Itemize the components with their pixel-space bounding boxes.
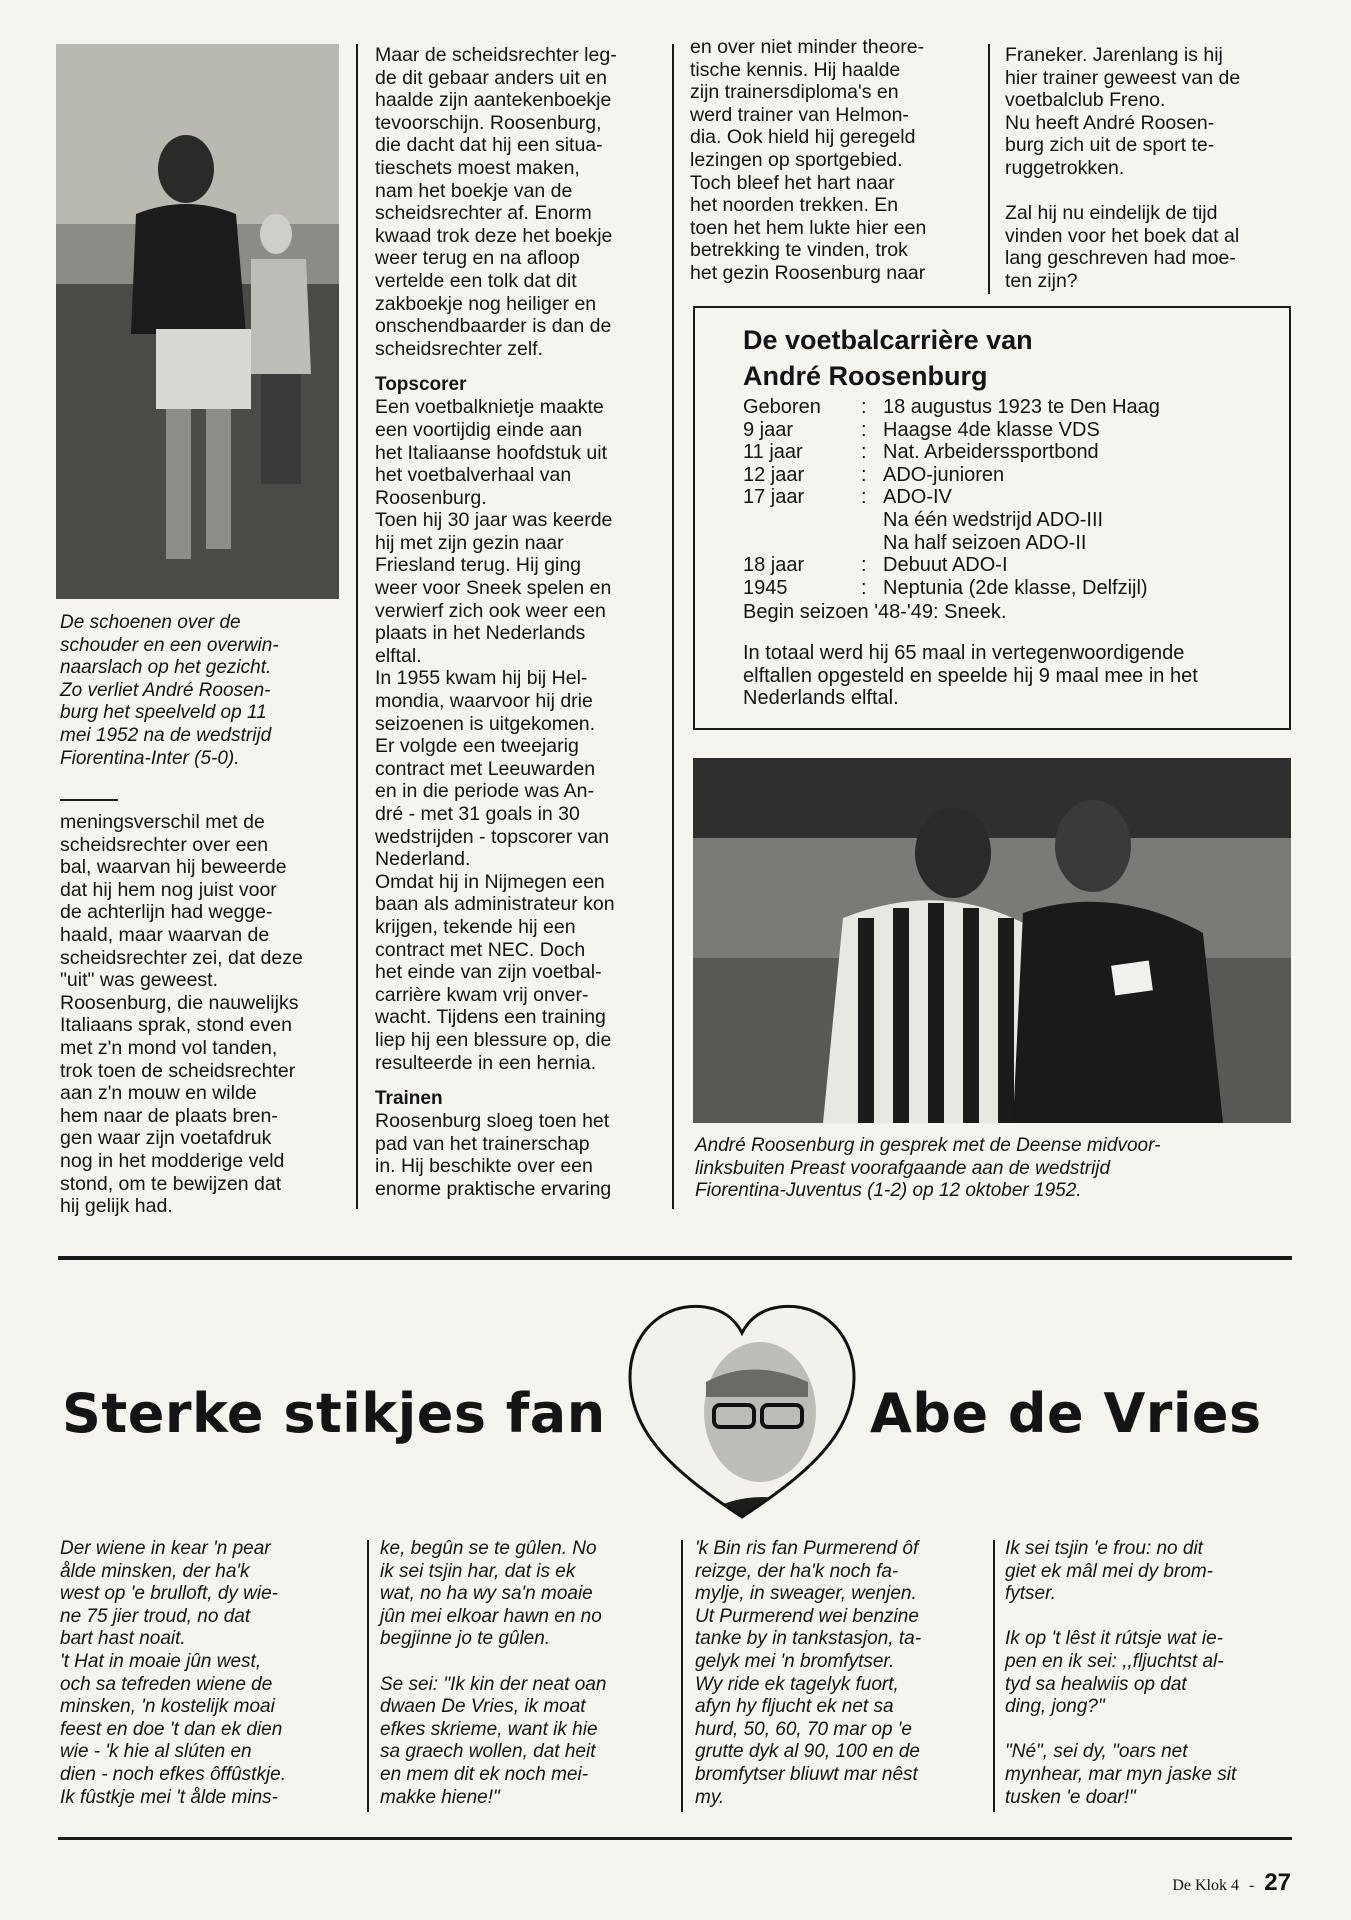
photo-roosenburg-conversation [693, 758, 1291, 1123]
column-divider [367, 1540, 369, 1812]
career-box [693, 306, 1291, 730]
column-divider [988, 44, 990, 294]
column-title-right: Abe de Vries [870, 1382, 1262, 1445]
photo-roosenburg-conversation-illustration [693, 758, 1291, 1123]
column-2-text-c: Roosenburg sloeg toen het pad van het trainerschap in. Hij beschikte over een enorme praktische ervaring [375, 1110, 612, 1200]
career-total-text: In totaal werd hij 65 maal in vertegenwoordigende elftallen opgesteld en speelde hij 9 maal mee in het Nederlands elftal. [743, 642, 1198, 710]
career-row-value: ADO-junioren [883, 463, 1005, 486]
footer [1172, 1869, 1291, 1897]
page-number: 27 [1264, 1869, 1291, 1896]
heading-topscorer: Topscorer [375, 374, 467, 396]
column-divider [681, 1540, 683, 1812]
career-row [743, 419, 1160, 442]
column-title-left: Sterke stikjes fan [62, 1382, 606, 1445]
career-row-separator: : [861, 576, 867, 599]
career-row-label: 18 jaar [743, 554, 805, 577]
career-row-value: Na half seizoen ADO-II [883, 531, 1087, 554]
section-rule-bottom [58, 1837, 1292, 1840]
career-row-label: 12 jaar [743, 463, 805, 486]
career-row-separator [861, 509, 883, 532]
career-row [743, 464, 1160, 487]
footer-magazine-name: De Klok 4 [1172, 1877, 1239, 1894]
career-row-value: Na één wedstrijd ADO-III [883, 508, 1104, 531]
column-2-text-a: Maar de scheidsrechter leg- de dit gebaar anders uit en haalde zijn aantekenboekje tevoorschijn. Roosenburg, die dacht dat hij een situa- tieschets moest maken, nam het boekje van de scheidsrechter af. Enorm kwaad trok deze het boekje weer terug en na afloop vertelde een tolk dat dit zakboekje nog heiliger en onschendbaarder is dan de scheidsrechter zelf. [375, 44, 617, 360]
frisian-column-3: 'k Bin ris fan Purmerend ôf reizge, der ha'k noch fa- mylje, in sweager, wenjen. Ut Purmerend wei benzine tanke by in tankstasjon, ta- gelyk mei 'n bromfytser. Wy ride ek tagelyk fuort, afyn hy fljucht ek net sa hurd, 50, 60, 70 mar op 'e grutte dyk al 90, 100 en de bromfytser bliuwt mar nêst my. [695, 1538, 922, 1808]
career-row-label [743, 509, 861, 532]
career-row [743, 509, 1160, 532]
career-begin-line: Begin seizoen '48-'49: Sneek. [743, 601, 1007, 623]
column-2-text-b: Een voetbalknietje maakte een voortijdig einde aan het Italiaanse hoofdstuk uit het voetbalverhaal van Roosenburg. Toen hij 30 jaar was keerde hij met zijn gezin naar Friesland terug. Hij ging weer voor Sneek spelen en verwierf zich ook weer een plaats in het Nederlands elftal. In 1955 kwam hij bij Hel- mondia, waarvoor hij drie seizoenen is uitgekomen. Er volgde een tweejarig contract met Leeuwarden en in die periode was An- dré - met 31 goals in 30 wedstrijden - topscorer van Nederland. Omdat hij in Nijmegen een baan als administrateur kon krijgen, tekende hij een contract met NEC. Doch het einde van zijn voetbal- carrière kwam vrij onver- wacht. Tijdens een training liep hij een blessure op, die resulteerde in een hernia. [375, 396, 615, 1074]
frisian-column-2: ke, begûn se te gûlen. No ik sei tsjin har, dat is ek wat, no ha wy sa'n moaie jûn mei elkoar hawn en no begjinne jo te gûlen. Se sei: "Ik kin der neat oan dwaen De Vries, ik moat efkes skrieme, want ik hie sa graech wollen, dat heit en mem dit ek noch mei- makke hiene!" [380, 1538, 607, 1808]
career-row-value: Haagse 4de klasse VDS [883, 418, 1100, 441]
career-row-separator: : [861, 441, 867, 464]
column-2 [375, 44, 665, 1201]
career-row-separator: : [861, 418, 867, 441]
career-row [743, 441, 1160, 464]
career-row-value: Debuut ADO-I [883, 554, 1008, 577]
career-row-value: ADO-IV [883, 486, 952, 509]
author-portrait [622, 1287, 862, 1527]
career-row [743, 554, 1160, 577]
career-row-label: 9 jaar [743, 418, 794, 441]
column-1-text: meningsverschil met de scheidsrechter over een bal, waarvan hij beweerde dat hij hem nog juist voor de achterlijn had wegge- haald, maar waarvan de scheidsrechter zei, dat deze "uit" was geweest. Roosenburg, die nauwelijks Italiaans sprak, stond even met z'n mond vol tanden, trok toen de scheidsrechter aan z'n mouw en wilde hem naar de plaats bren- gen waar zijn voetafdruk nog in het modderige veld stond, om te bewijzen dat hij gelijk had. [60, 811, 303, 1218]
column-3-text: en over niet minder theore- tische kennis. Hij haalde zijn trainersdiploma's en werd trainer van Helmon- dia. Ook hield hij geregeld lezingen op sportgebied. Toch bleef het hart naar het noorden trekken. En toen het hem lukte hier een betrekking te vinden, trok het gezin Roosenburg naar [690, 36, 927, 284]
career-row [743, 532, 1160, 555]
career-row-label [743, 532, 861, 555]
career-row [743, 396, 1160, 419]
caption-separator [60, 799, 118, 801]
career-row-separator [861, 532, 883, 555]
column-divider [356, 44, 358, 1209]
footer-dash: - [1248, 1877, 1255, 1894]
career-row-separator: : [861, 486, 867, 509]
column-4-text: Franeker. Jarenlang is hij hier trainer geweest van de voetbalclub Freno. Nu heeft André Roosen- burg zich uit de sport te- ruggetrokken. Zal hij nu eindelijk de tijd vinden voor het boek dat al lang geschreven had moe- ten zijn? [1005, 44, 1241, 292]
heading-trainen: Trainen [375, 1088, 443, 1110]
photo-caption-2: André Roosenburg in gesprek met de Deense midvoor- linksbuiten Preast voorafgaande aan de wedstrijd Fiorentina-Juventus (1-2) op 12 oktober 1952. [695, 1135, 1161, 1202]
career-row-value: Nat. Arbeiderssportbond [883, 441, 1099, 464]
career-row-label: 17 jaar [743, 486, 805, 509]
frisian-column-4: Ik sei tsjin 'e frou: no dit giet ek mâl mei dy brom- fytser. Ik op 't lêst it rútsje wat ie- pen en ik sei: ,,fljuchtst al- tyd sa healwiis op dat ding, jong?" "Né", sei dy, "oars net mynhear, mar myn jaske sit tusken 'e doar!" [1005, 1538, 1237, 1808]
career-row-separator: : [861, 463, 867, 486]
career-row-value: 18 augustus 1923 te Den Haag [883, 396, 1160, 418]
author-portrait-illustration [622, 1287, 862, 1527]
career-row [743, 486, 1160, 509]
column-divider [672, 44, 674, 1209]
photo-player-walking-illustration [56, 44, 339, 599]
career-box-title: De voetbalcarrière van André Roosenburg [743, 325, 1033, 391]
career-row-label: 11 jaar [743, 441, 803, 464]
photo-player-walking [56, 44, 339, 599]
career-row-label: Geboren [743, 396, 821, 418]
column-divider [993, 1540, 995, 1812]
section-rule-top [58, 1256, 1292, 1260]
career-row-value: Neptunia (2de klasse, Delfzijl) [883, 576, 1148, 599]
career-row-separator: : [861, 554, 867, 577]
photo-caption-1: De schoenen over de schouder en een overwin- naarslach op het gezicht. Zo verliet André Roosen- burg het speelveld op 11 mei 1952 na de wedstrijd Fiorentina-Inter (5-0). [60, 612, 279, 769]
career-row [743, 577, 1160, 600]
career-table [743, 396, 1160, 599]
career-row-label: 1945 [743, 576, 788, 599]
career-row-separator: : [861, 396, 867, 418]
frisian-column-1: Der wiene in kear 'n pear ålde minsken, der ha'k west op 'e brulloft, dy wie- ne 75 jier troud, no dat bart hast noait. 't Hat in moaie jûn west, och sa tefreden wiene de minsken, 'n kostelijk moai feest en doe 't dan ek dien wie - 'k hie al slúten en dien - noch efkes ôffûstkje. Ik fûstkje mei 't ålde mins- [60, 1538, 287, 1808]
